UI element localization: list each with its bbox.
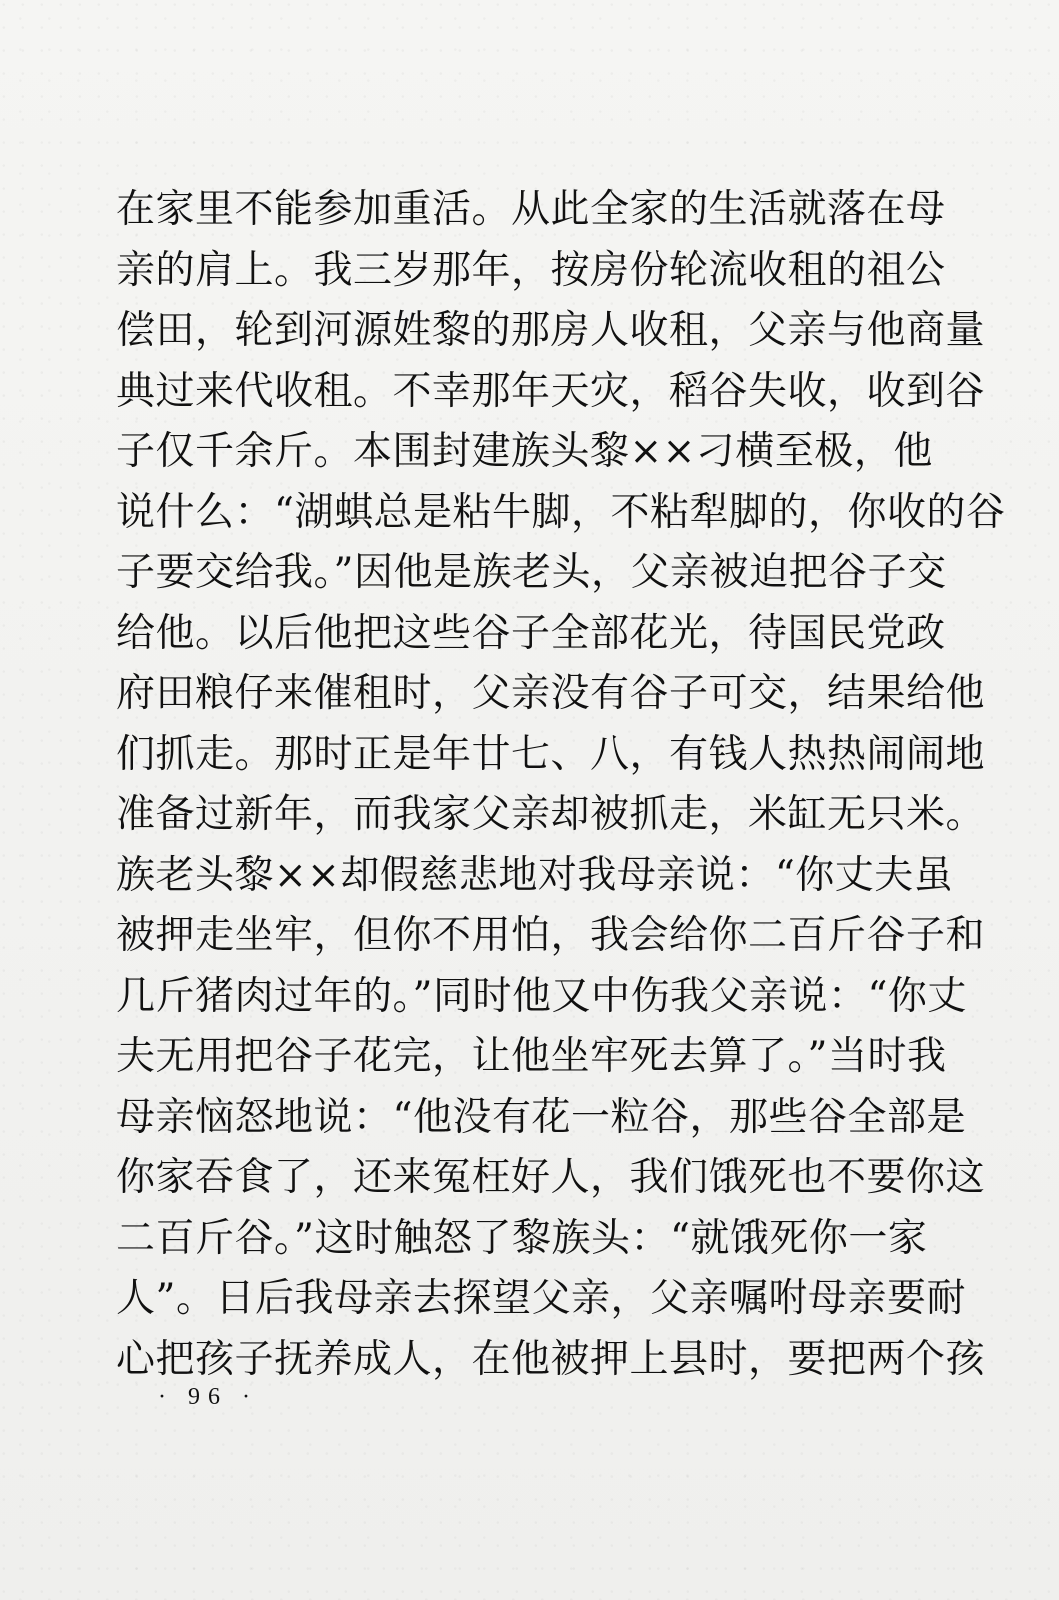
text-line-20: 心把孩子抚养成人，在他被押上县时，要把两个孩: [116, 1336, 986, 1382]
text-line-18: 二百斤谷。”这时触怒了黎族头：“就饿死你一家: [116, 1215, 928, 1261]
text-line-11: 准备过新年，而我家父亲却被抓走，米缸无只米。: [116, 792, 986, 837]
text-line-4: 典过来代收租。不幸那年天灾，稻谷失收，收到谷: [116, 368, 986, 414]
text-line-2: 亲的肩上。我三岁那年，按房份轮流收租的祖公: [116, 247, 946, 293]
text-line-8: 给他。以后他把这些谷子全部花光，待国民党政: [116, 610, 946, 656]
text-line-9: 府田粮仔来催租时，父亲没有谷子可交，结果给他: [116, 671, 986, 716]
text-line-7: 子要交给我。”因他是族老头，父亲被迫把谷子交: [116, 550, 947, 595]
text-line-10: 们抓走。那时正是年廿七、八，有钱人热热闹闹地: [116, 731, 986, 777]
text-line-3: 偿田，轮到河源姓黎的那房人收租，父亲与他商量: [116, 308, 986, 353]
text-line-6: 说什么：“湖蜞总是粘牛脚，不粘犁脚的，你收的谷: [116, 489, 1006, 535]
text-line-1: 在家里不能参加重活。从此全家的生活就落在母: [116, 187, 946, 232]
text-line-14: 几斤猪肉过年的。”同时他又中伤我父亲说：“你丈: [116, 973, 967, 1019]
text-line-13: 被押走坐牢，但你不用怕，我会给你二百斤谷子和: [116, 913, 986, 958]
page-number: · 96 ·: [158, 1384, 258, 1410]
text-line-17: 你家吞食了，还来冤枉好人，我们饿死也不要你这: [116, 1155, 986, 1200]
text-line-5: 子仅千余斤。本围封建族头黎××刁横至极，他: [116, 429, 933, 474]
text-line-12: 族老头黎××却假慈悲地对我母亲说：“你丈夫虽: [116, 852, 954, 898]
text-line-16: 母亲恼怒地说：“他没有花一粒谷，那些谷全部是: [116, 1094, 966, 1140]
text-line-19: 人”。日后我母亲去探望父亲，父亲嘱咐母亲要耐: [116, 1276, 966, 1321]
text-line-15: 夫无用把谷子花完，让他坐牢死去算了。”当时我: [116, 1034, 947, 1079]
body-text: [116, 180, 1006, 1390]
